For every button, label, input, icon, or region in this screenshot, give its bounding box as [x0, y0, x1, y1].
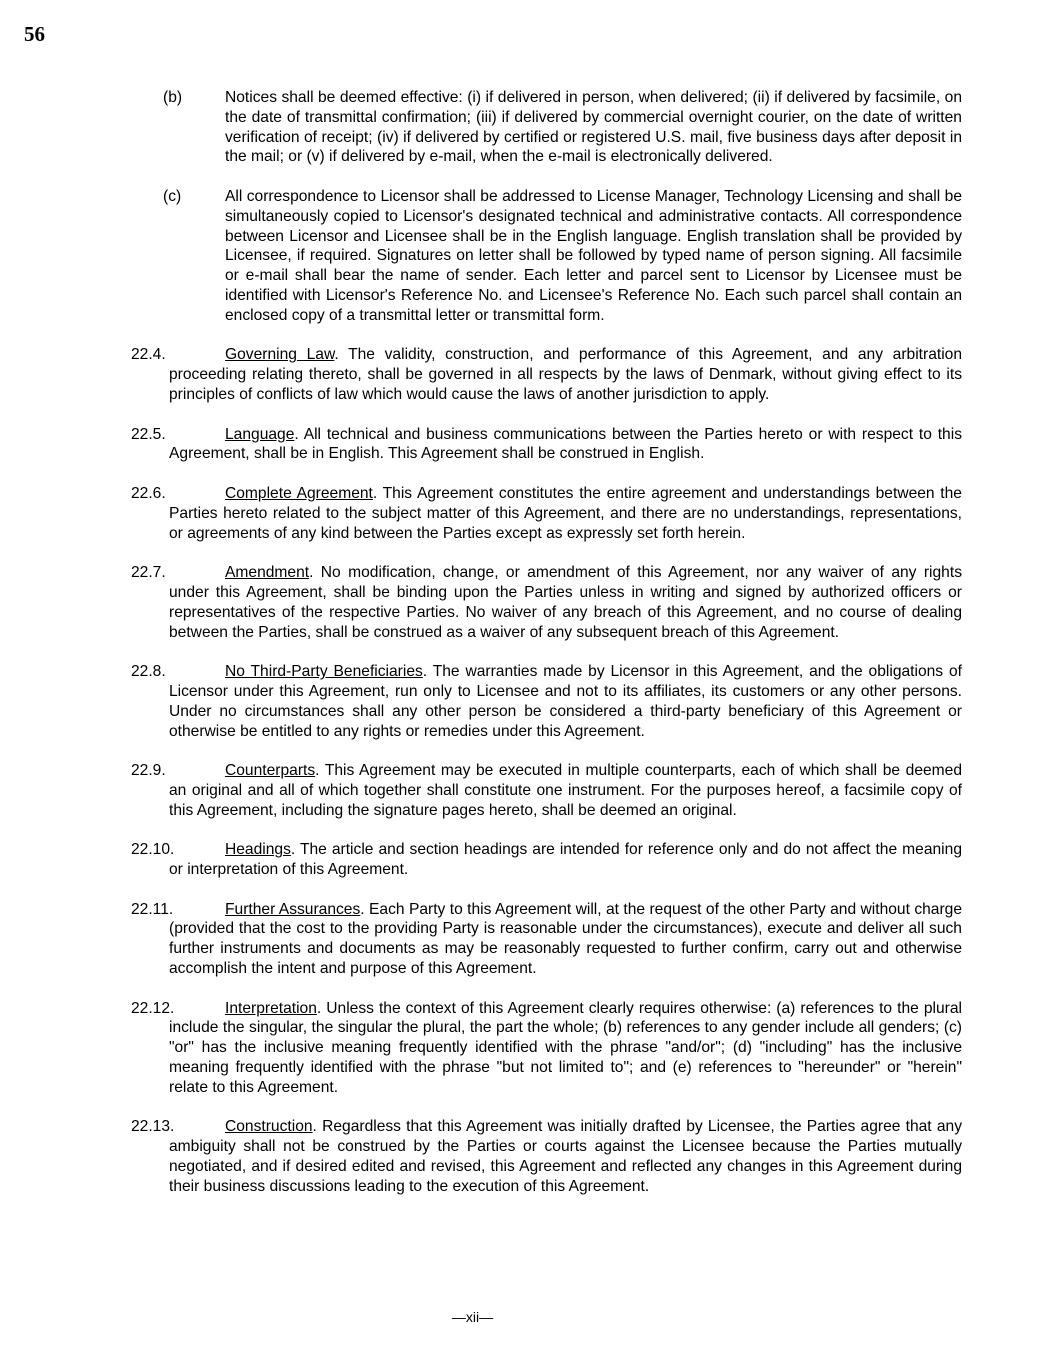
section-heading: Complete Agreement [225, 484, 373, 502]
sub-item-c [131, 187, 962, 326]
section-number: 22.5. [131, 425, 166, 443]
section-number: 22.12. [131, 999, 175, 1017]
section-number: 22.9. [131, 762, 166, 780]
section-number: 22.7. [131, 564, 166, 582]
section-22-9 [131, 761, 962, 820]
section-text: . Unless the context of this Agreement clearly requires otherwise: (a) references to the plural include the singular, the singular the plural, the part the whole; (b) references to any gender include all genders; (c) "or" has the inclusive meaning frequently identified with the phrase "and/or"; (d) "including" has the inclusive meaning frequently identified with the phrase "but not limited to"; and (e) references to "hereunder" or "herein" relate to this Agreement. [169, 999, 962, 1096]
page-number: 56 [24, 22, 45, 46]
section-number: 22.11. [131, 900, 174, 918]
section-text: . This Agreement may be executed in multiple counterparts, each of which shall be deemed an original and all of which together shall constitute one instrument. For the purposes hereof, a facsimile copy of this Agreement, including the signature pages hereto, shall be deemed an original. [169, 762, 962, 819]
section-heading: Construction [225, 1118, 313, 1136]
sub-item-b [131, 88, 962, 167]
section-text: . No modification, change, or amendment of this Agreement, nor any waiver of any rights under this Agreement, shall be binding upon the Parties unless in writing and signed by authorized officers or representatives of the respective Parties. No waiver of any breach of this Agreement, and no course of dealing between the Parties, shall be construed as a waiver of any subsequent breach of this Agreement. [169, 564, 962, 641]
section-22-12 [131, 999, 962, 1098]
document-body [131, 88, 962, 1216]
section-text: . Regardless that this Agreement was initially drafted by Licensee, the Parties agree that any ambiguity shall not be construed by the Parties or courts against the Licensee because the Parties mutually negotiated, and if desired edited and revised, this Agreement and reflected any changes in this Agreement during their business discussions leading to the execution of this Agreement. [169, 1118, 962, 1195]
section-22-11 [131, 900, 962, 979]
section-22-5 [131, 425, 962, 465]
section-text: . Each Party to this Agreement will, at the request of the other Party and without charge (provided that the cost to the providing Party is reasonable under the circumstances), execute and deliver all such further instruments and documents as may be reasonably requested to further confirm, carry out and otherwise accomplish the intent and purpose of this Agreement. [169, 900, 962, 978]
section-22-8 [131, 662, 962, 741]
section-text: . The article and section headings are intended for reference only and do not affect the meaning or interpretation of this Agreement. [169, 841, 962, 879]
section-number: 22.13. [131, 1118, 175, 1136]
section-heading: Amendment [225, 564, 310, 582]
section-22-6 [131, 484, 962, 543]
section-heading: Counterparts [225, 762, 316, 780]
section-number: 22.8. [131, 663, 166, 681]
page-footer: —xii— [451, 1309, 494, 1325]
section-number: 22.4. [131, 346, 166, 364]
sub-item-text: All correspondence to Licensor shall be addressed to License Manager, Technology Licensing and shall be simultaneously copied to Licensor's designated technical and administrative contacts. All correspondence between Licensor and Licensee shall be in the English language. English translation shall be provided by Licensee, if required. Signatures on letter shall be followed by typed name of person signing. All facsimile or e-mail shall bear the name of sender. Each letter and parcel sent to Licensor by Licensee must be identified with Licensor's Reference No. and Licensee's Reference No. Each such parcel shall contain an enclosed copy of a transmittal letter or transmittal form. [225, 187, 962, 324]
section-heading: Interpretation [225, 999, 317, 1017]
section-22-10 [131, 840, 962, 880]
section-heading: Language [225, 425, 295, 443]
section-text: . This Agreement constitutes the entire agreement and understandings between the Parties hereto related to the subject matter of this Agreement, and there are no understandings, representations, or agreements of any kind between the Parties except as expressly set forth herein. [169, 484, 962, 542]
section-number: 22.10. [131, 841, 175, 859]
section-heading: No Third-Party Beneficiaries [225, 663, 423, 681]
section-heading: Further Assurances [225, 900, 361, 918]
section-22-4 [131, 345, 962, 404]
section-text: . All technical and business communications between the Parties hereto or with respect to this Agreement, shall be in English. This Agreement shall be construed in English. [169, 425, 962, 463]
section-number: 22.6. [131, 484, 166, 502]
section-22-13 [131, 1117, 962, 1196]
section-text: . The validity, construction, and performance of this Agreement, and any arbitration proceeding relating thereto, shall be governed in all respects by the laws of Denmark, without giving effect to its principles of conflicts of law which would cause the laws of another jurisdiction to apply. [169, 346, 963, 403]
section-22-7 [131, 563, 962, 642]
section-text: . The warranties made by Licensor in this Agreement, and the obligations of Licensor under this Agreement, run only to Licensee and not to its affiliates, its customers or any other persons. Under no circumstances shall any other person be considered a third-party beneficiary of this Agreement or otherwise be entitled to any rights or remedies under this Agreement. [169, 663, 962, 740]
sub-item-marker: (b) [163, 89, 183, 106]
sub-item-text: Notices shall be deemed effective: (i) if delivered in person, when delivered; (ii) if delivered by facsimile, on the date of transmittal confirmation; (iii) if delivered by commercial overnight courier, on the date of written verification of receipt; (iv) if delivered by certified or registered U.S. mail, five business days after deposit in the mail; or (v) if delivered by e-mail, when the e-mail is electronically delivered. [225, 89, 962, 166]
section-heading: Governing Law [225, 346, 335, 364]
section-heading: Headings [225, 841, 291, 859]
sub-item-marker: (c) [163, 187, 182, 205]
